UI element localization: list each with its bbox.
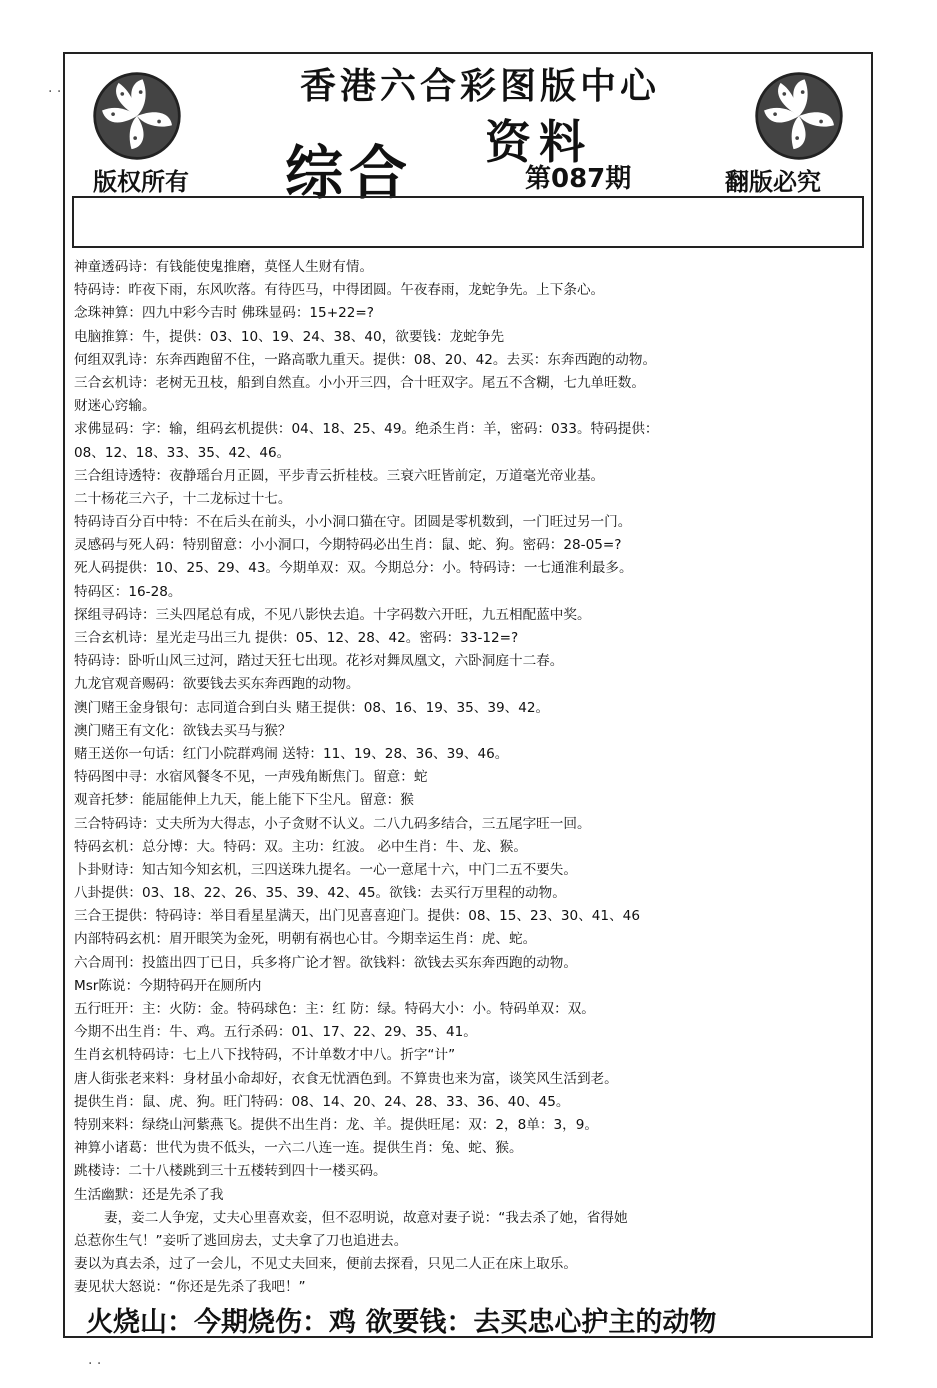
content-line: 跳楼诗：二十八楼跳到三十五楼转到四十一楼买码。: [74, 1163, 387, 1180]
content-line: 特码诗百分百中特：不在后头在前头，小小洞口猫在守。团圆是零机数到，一门旺过另一门。: [74, 514, 632, 531]
header: [65, 54, 871, 207]
piracy-label: 翻版必究: [725, 168, 821, 196]
footer-banner: 火烧山：今期烧伤：鸡 欲要钱：去买忠心护主的动物: [86, 1307, 717, 1338]
bauhinia-flower-icon: [753, 70, 845, 162]
content-line: 电脑推算：牛，提供：03、10、19、24、38、40，欲要钱：龙蛇争先: [74, 328, 505, 345]
content-lines: [74, 256, 864, 1299]
copyright-label: 版权所有: [93, 168, 189, 196]
content-line: 三合组诗透特：夜静瑶台月正圆，平步青云折桂枝。三衰六旺皆前定，万道毫光帝业基。: [74, 467, 605, 484]
content-line: 赌王送你一句话：红门小院群鸡闹 送特：11、19、28、36、39、46。: [74, 745, 509, 762]
content-line: 死人码提供：10、25、29、43。今期单双：双。今期总分：小。特码诗：一七通淮利最多。: [74, 560, 633, 577]
content-line: 今期不出生肖：牛、鸡。五行杀码：01、17、22、29、35、41。: [74, 1024, 477, 1041]
content-line: 求佛显码：字：输，组码玄机提供：04、18、25、49。绝杀生肖：羊，密码：033。特码提供：: [74, 421, 659, 438]
content-line: 特码区：16-28。: [74, 583, 182, 600]
content-line: 总惹你生气！”妾听了逃回房去，丈夫拿了刀也追进去。: [74, 1232, 408, 1249]
scan-speck: · ·: [48, 84, 62, 100]
content-line: 妻，妾二人争宠，丈夫心里喜欢妾，但不忍明说，故意对妻子说：“我去杀了她，省得她: [104, 1209, 628, 1226]
content-line: 神算小诸葛：世代为贵不低头，一六二八连一连。提供生肖：兔、蛇、猴。: [74, 1140, 523, 1157]
center-title: 香港六合彩图版中心: [299, 66, 660, 107]
content-line: 特码图中寻：水宿风餐冬不见，一声残角断焦门。留意：蛇: [74, 769, 428, 786]
content-line: 澳门赌王金身银句：志同道合到白头 赌王提供：08、16、19、35、39、42。: [74, 699, 550, 716]
content-line: 二十杨花三六子，十二龙标过十七。: [74, 490, 292, 507]
content-line: 八卦提供：03、18、22、26、35、39、42、45。欲钱：去买行万里程的动物。: [74, 885, 566, 902]
content-line: 生肖玄机特码诗：七上八下找特码，不计单数才中八。折字“计”: [74, 1047, 456, 1064]
content-line: 财迷心窍输。: [74, 398, 156, 415]
empty-banner-box: [72, 196, 864, 248]
content-line: 卜卦财诗：知古知今知玄机，三四送珠九提名。一心一意尾十六，中门二五不要失。: [74, 861, 577, 878]
content-line: 灵感码与死人码：特别留意：小小洞口，今期特码必出生肖：鼠、蛇、狗。密码：28-05=?: [74, 537, 622, 554]
sub-title: 资料: [485, 115, 593, 169]
content-line: 何组双乳诗：东奔西跑留不住，一路高歌九重天。提供：08、20、42。去买：东奔西跑的动物。: [74, 351, 657, 368]
content-line: 妻以为真去杀，过了一会儿，不见丈夫回来，便前去探看，只见二人正在床上取乐。: [74, 1256, 577, 1273]
content-line: Msr陈说：今期特码开在厕所内: [74, 977, 262, 994]
content-line: 内部特码玄机：眉开眼笑为金死，明朝有祸也心甘。今期幸运生肖：虎、蛇。: [74, 931, 537, 948]
content-line: 探组寻码诗：三头四尾总有成，不见八影快去追。十字码数六开旺，九五相配蓝中奖。: [74, 606, 591, 623]
content-line: 三合玄机诗：星光走马出三九 提供：05、12、28、42。密码：33-12=?: [74, 630, 519, 646]
bauhinia-flower-icon: [91, 70, 183, 162]
content-line: 妻见状大怒说：“你还是先杀了我吧！”: [74, 1279, 306, 1296]
content-line: 特码诗：昨夜下雨，东风吹落。有待匹马，中得团圆。午夜春雨，龙蛇争先。上下条心。: [74, 282, 605, 299]
content-line: 特别来料：绿绕山河紫燕飞。提供不出生肖：龙、羊。提供旺尾：双：2，8单：3，9。: [74, 1116, 598, 1133]
content-line: 提供生肖：鼠、虎、狗。旺门特码：08、14、20、24、28、33、36、40、45。: [74, 1093, 570, 1110]
content-line: 三合玄机诗：老树无丑枝，船到自然直。小小开三四，合十旺双字。尾五不含糊，七九单旺数。: [74, 374, 645, 391]
content-line: 澳门赌王有文化：欲钱去买马与猴？: [74, 722, 292, 739]
content-line: 08、12、18、33、35、42、46。: [74, 444, 291, 461]
content-line: 特码玄机：总分博：大。特码：双。主功：红波。 必中生肖：牛、龙、猴。: [74, 838, 527, 855]
scan-speck: · ·: [88, 1356, 102, 1372]
content-line: 念珠神算：四九中彩今吉时 佛珠显码：15+22=?: [74, 305, 375, 322]
content-line: 观音托梦：能屈能伸上九天，能上能下下尘凡。留意：猴: [74, 792, 414, 809]
content-line: 三合特码诗：丈夫所为大得志，小子贪财不认义。二八九码多结合，三五尾字旺一回。: [74, 815, 591, 832]
content-line: 三合王提供：特码诗：举目看星星满天，出门见喜喜迎门。提供：08、15、23、30、41、46: [74, 908, 640, 925]
content-line: 神童透码诗：有钱能使鬼推磨，莫怪人生财有情。: [74, 259, 374, 275]
issue-number: 第087期: [525, 164, 632, 194]
content-line: 九龙官观音赐码：欲要钱去买东奔西跑的动物。: [74, 676, 360, 693]
content-line: 特码诗：卧听山风三过河，踏过天狂七出现。花衫对舞凤凰文，六卧洞庭十二春。: [74, 653, 564, 670]
big-title: 综合: [285, 139, 414, 207]
content-line: 六合周刊：投篮出四丁已日，兵多将广论才智。欲钱料：欲钱去买东奔西跑的动物。: [74, 954, 577, 971]
content-line: 唐人街张老来料：身材虽小命却好，衣食无忧酒色到。不算贵也来为富，谈笑风生活到老。: [74, 1070, 618, 1087]
content-line: 生活幽默：还是先杀了我: [74, 1186, 224, 1203]
content-line: 五行旺开：主：火防：金。特码球色：主：红 防：绿。特码大小：小。特码单双：双。: [74, 1001, 595, 1017]
